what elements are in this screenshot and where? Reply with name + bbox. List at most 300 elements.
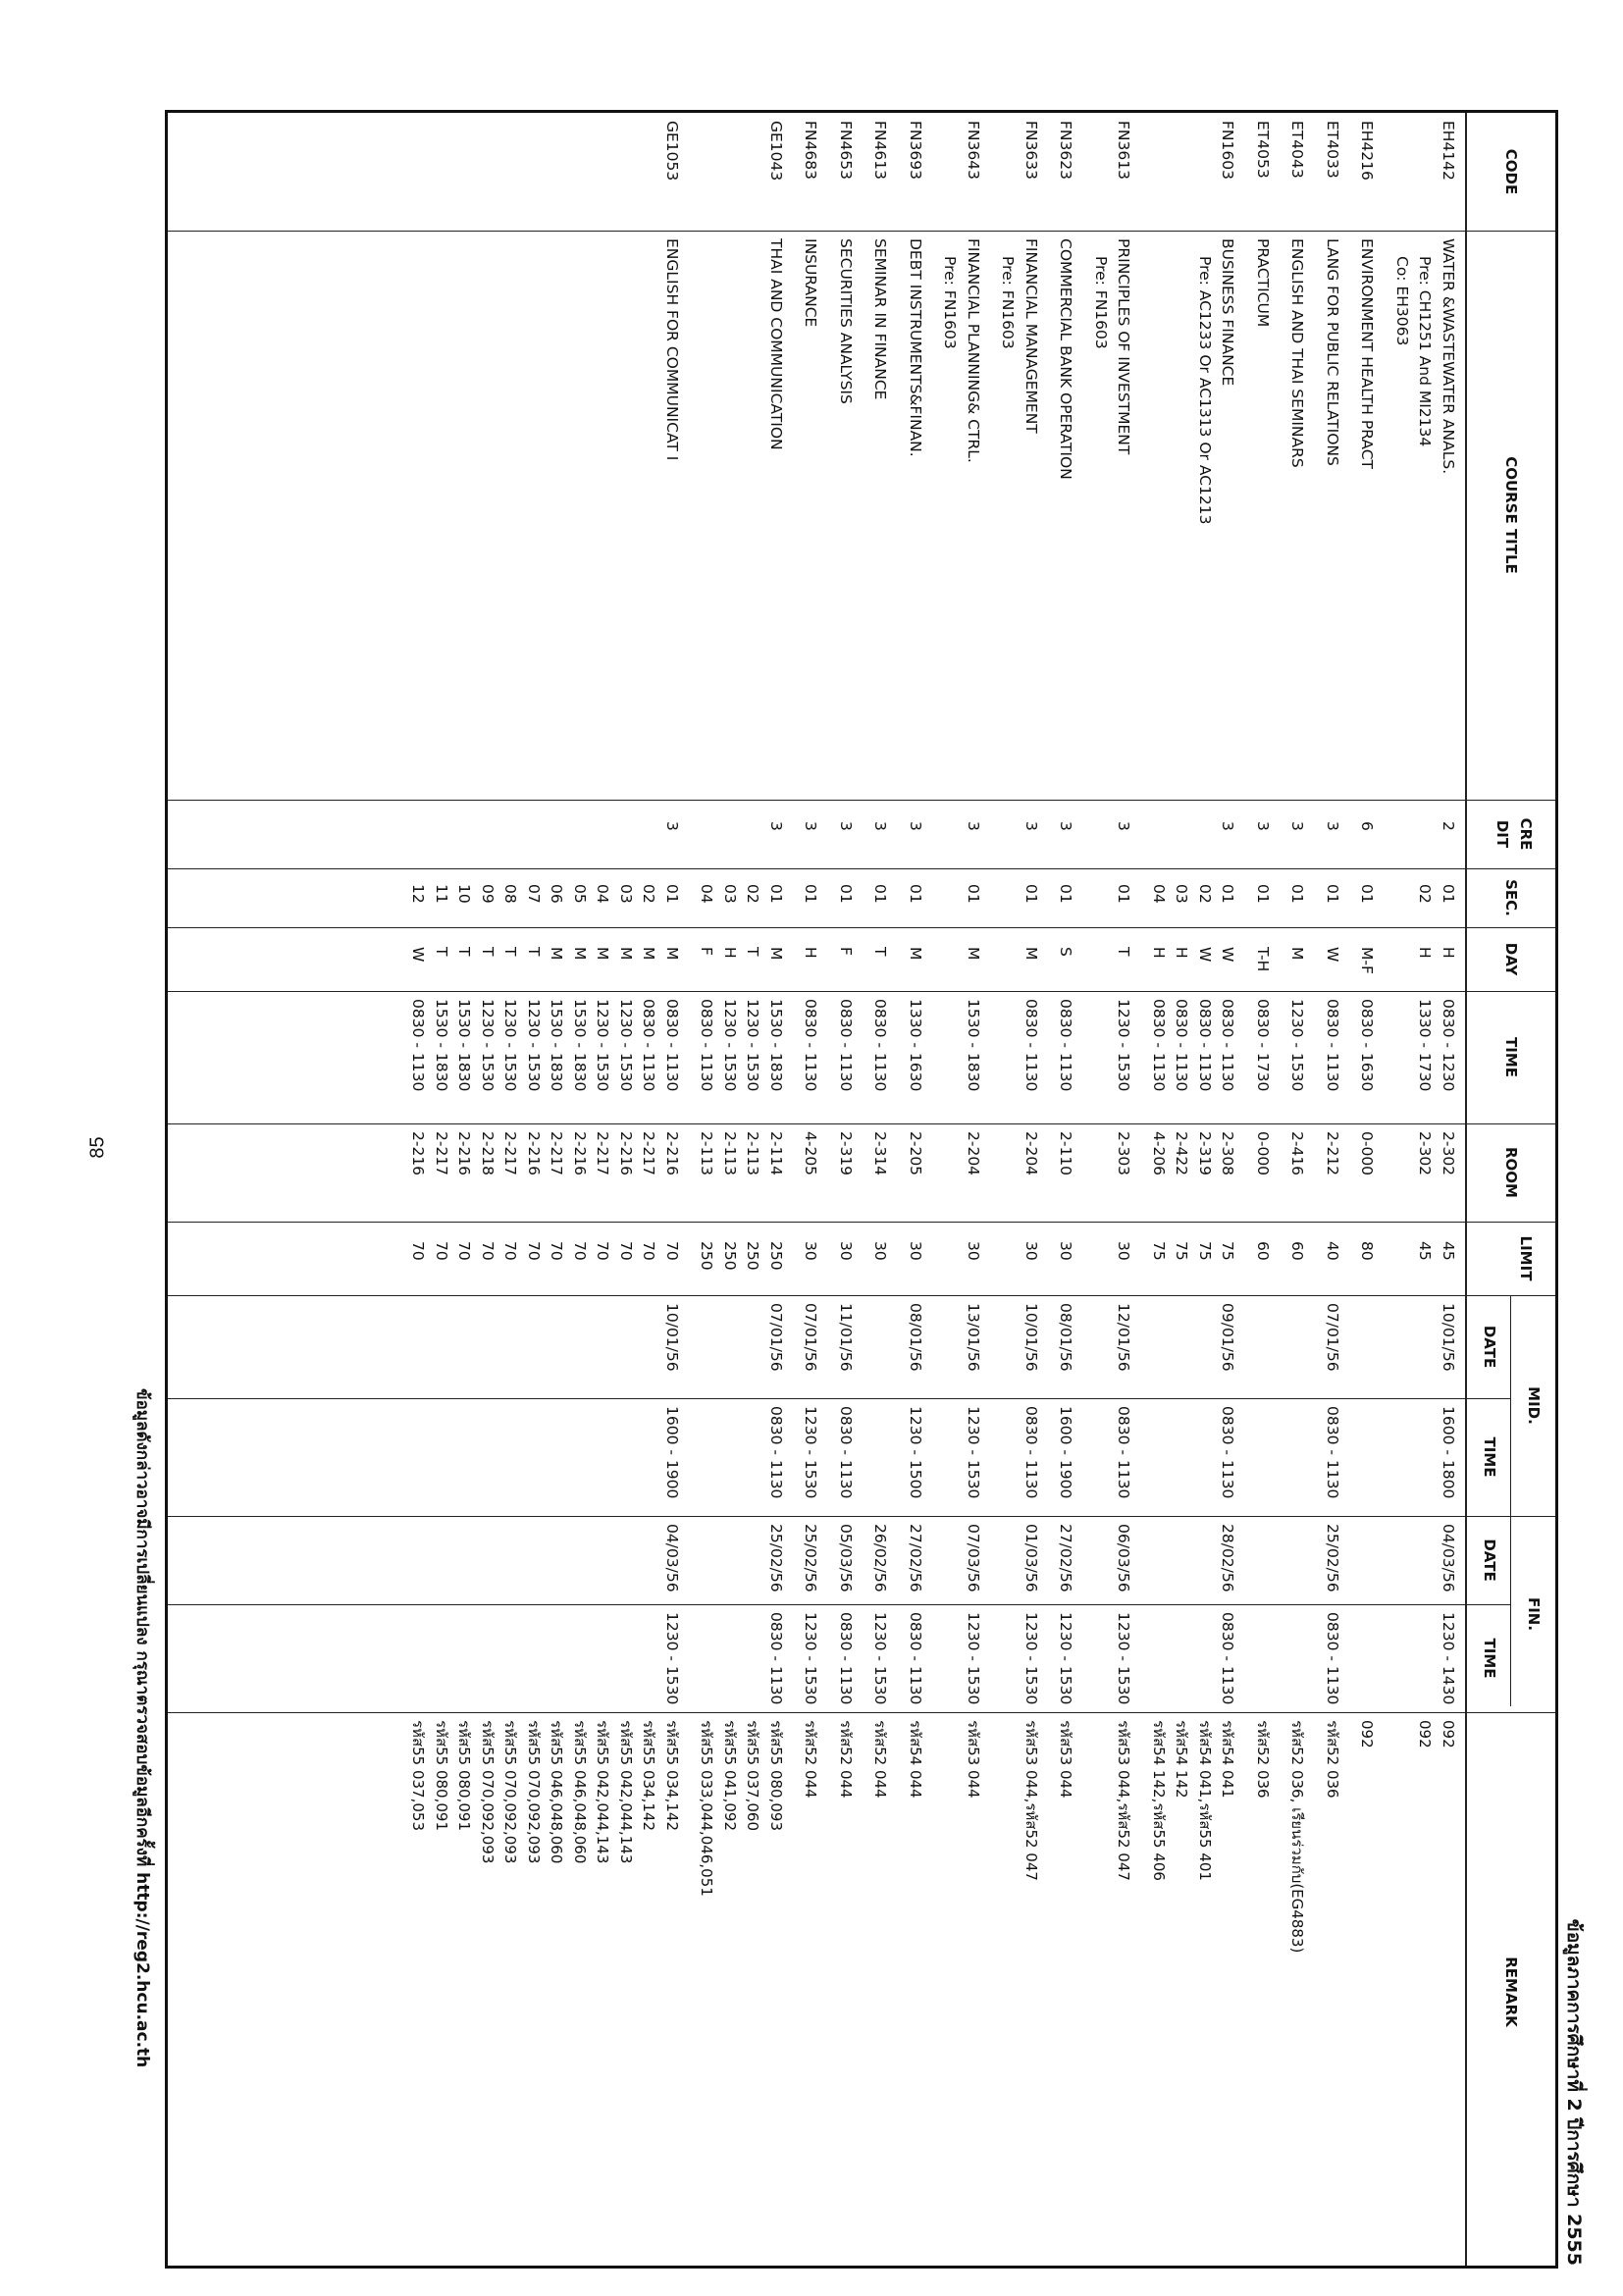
column-divider — [168, 1604, 1511, 1605]
section-day: W — [1196, 947, 1214, 963]
section-time: 0830 - 1130 — [1057, 999, 1075, 1092]
section-number: 04 — [1150, 884, 1168, 904]
header-sec: SEC. — [1502, 879, 1520, 916]
section-day: T — [433, 947, 450, 957]
section-limit: 80 — [1358, 1241, 1377, 1261]
section-number: 01 — [837, 884, 855, 904]
mid-exam-date: 08/01/56 — [907, 1303, 924, 1372]
section-room: 2-217 — [501, 1131, 520, 1176]
final-exam-time: 1230 - 1430 — [1440, 1612, 1457, 1705]
course-credit: 6 — [1358, 821, 1377, 831]
section-limit: 250 — [721, 1241, 739, 1271]
section-time: 1230 - 1530 — [1115, 999, 1133, 1092]
column-divider — [168, 1295, 1555, 1296]
course-code: FN3633 — [1022, 121, 1040, 180]
final-exam-date: 06/03/56 — [1115, 1524, 1133, 1592]
column-divider — [168, 868, 1555, 869]
section-number: 12 — [409, 884, 428, 904]
section-limit: 250 — [767, 1241, 785, 1271]
section-room: 2-319 — [1196, 1131, 1214, 1176]
column-divider — [168, 1222, 1555, 1223]
section-remark: รหัส54 142,รหัส55 406 — [1150, 1720, 1168, 1881]
final-exam-date: 04/03/56 — [1440, 1524, 1457, 1592]
course-title: INSURANCE — [802, 238, 820, 328]
course-code: EH4142 — [1440, 121, 1457, 181]
footer-url[interactable]: http://reg2.hcu.ac.th — [132, 1872, 152, 2068]
header-room: ROOM — [1502, 1147, 1520, 1198]
section-limit: 75 — [1219, 1241, 1237, 1261]
section-number: 05 — [571, 884, 589, 904]
section-number: 01 — [767, 884, 785, 904]
section-day: H — [1150, 947, 1168, 959]
footer-note — [130, 1388, 156, 2067]
section-time: 1530 - 1830 — [548, 999, 566, 1092]
section-room: 2-217 — [433, 1131, 450, 1176]
section-time: 1230 - 1530 — [594, 999, 612, 1092]
section-number: 01 — [965, 884, 982, 904]
course-prerequisite: Pre: CH1251 And MI2134 — [1416, 256, 1435, 447]
final-exam-date: 25/02/56 — [802, 1524, 820, 1592]
course-code: FN3693 — [907, 121, 924, 180]
section-day: M — [663, 947, 681, 961]
mid-exam-date: 07/01/56 — [802, 1303, 820, 1372]
mid-exam-date: 09/01/56 — [1219, 1303, 1237, 1372]
course-title: FINANCIAL MANAGEMENT — [1022, 238, 1040, 434]
section-remark: รหัส53 044,รหัส52 047 — [1115, 1720, 1133, 1881]
final-exam-date: 05/03/56 — [837, 1524, 855, 1592]
section-time: 0830 - 1130 — [1324, 999, 1341, 1092]
section-remark: รหัส55 070,092,093 — [525, 1720, 543, 1864]
section-time: 1530 - 1830 — [433, 999, 450, 1092]
section-room: 2-302 — [1416, 1131, 1435, 1176]
course-title: PRINCIPLES OF INVESTMENT — [1115, 238, 1133, 455]
course-code: EH4216 — [1358, 121, 1377, 181]
final-exam-date: 28/02/56 — [1219, 1524, 1237, 1592]
course-credit: 3 — [965, 821, 982, 831]
section-room: 2-217 — [594, 1131, 612, 1176]
final-exam-time: 0830 - 1130 — [767, 1612, 785, 1705]
section-limit: 30 — [1057, 1241, 1075, 1261]
section-remark: รหัส55 033,044,046,051 — [698, 1720, 716, 1897]
section-time: 0830 - 1130 — [1196, 999, 1214, 1092]
section-limit: 70 — [571, 1241, 589, 1261]
final-exam-time: 1230 - 1530 — [965, 1612, 982, 1705]
section-time: 0830 - 1130 — [837, 999, 855, 1092]
course-code: ET4053 — [1254, 121, 1272, 179]
section-number: 09 — [479, 884, 497, 904]
section-time: 1230 - 1530 — [744, 999, 762, 1092]
column-divider — [168, 1712, 1555, 1713]
course-credit: 3 — [907, 821, 924, 831]
mid-exam-date: 12/01/56 — [1115, 1303, 1133, 1372]
footer-note-text: ข้อมูลดังกล่าวอาจมีการเปลี่ยนแปลง กรุณาตรวจสอบข้อมูลอีกครั้งที่ — [132, 1388, 152, 1873]
section-day: T-H — [1254, 947, 1272, 972]
final-exam-date: 01/03/56 — [1022, 1524, 1040, 1592]
section-room: 2-205 — [907, 1131, 924, 1176]
section-remark: รหัส54 044 — [907, 1720, 924, 1799]
section-remark: รหัส54 041 — [1219, 1720, 1237, 1799]
section-time: 1330 - 1630 — [907, 999, 924, 1092]
mid-exam-time: 0830 - 1130 — [1115, 1406, 1133, 1499]
section-limit: 40 — [1324, 1241, 1341, 1261]
section-remark: รหัส53 044 — [965, 1720, 982, 1799]
column-divider — [168, 231, 1555, 232]
section-limit: 75 — [1196, 1241, 1214, 1261]
section-number: 01 — [1057, 884, 1075, 904]
section-room: 2-302 — [1440, 1131, 1457, 1176]
mid-exam-time: 0830 - 1130 — [837, 1406, 855, 1499]
mid-exam-time: 1230 - 1500 — [907, 1406, 924, 1499]
section-remark: 092 — [1358, 1720, 1377, 1748]
section-limit: 70 — [525, 1241, 543, 1261]
section-room: 2-218 — [479, 1131, 497, 1176]
section-time: 1230 - 1530 — [1288, 999, 1307, 1092]
course-prerequisite: Co: EH3063 — [1393, 256, 1411, 346]
final-exam-time: 0830 - 1130 — [1219, 1612, 1237, 1705]
section-day: S — [1057, 947, 1075, 957]
course-code: FN3623 — [1057, 121, 1075, 180]
header-course-title: COURSE TITLE — [1502, 456, 1520, 574]
section-room: 2-303 — [1115, 1131, 1133, 1176]
section-day: T — [744, 947, 762, 957]
course-prerequisite: Pre: FN1603 — [1092, 256, 1110, 349]
section-number: 01 — [907, 884, 924, 904]
section-remark: รหัส54 041,รหัส55 401 — [1196, 1720, 1214, 1881]
section-remark: รหัส54 142 — [1173, 1720, 1191, 1799]
final-exam-time: 1230 - 1530 — [1057, 1612, 1075, 1705]
course-credit: 3 — [871, 821, 890, 831]
section-day: H — [721, 947, 739, 959]
section-room: 2-110 — [1057, 1131, 1075, 1176]
section-day: M — [571, 947, 589, 961]
section-day: M-F — [1358, 947, 1377, 974]
course-schedule-table — [132, 110, 1585, 2269]
section-room: 2-216 — [663, 1131, 681, 1176]
course-code: FN1603 — [1219, 121, 1237, 180]
course-code: GE1043 — [767, 121, 785, 182]
section-limit: 30 — [907, 1241, 924, 1261]
column-divider — [168, 1123, 1555, 1124]
final-exam-time: 1230 - 1530 — [802, 1612, 820, 1705]
section-room: 2-308 — [1219, 1131, 1237, 1176]
mid-exam-date: 07/01/56 — [767, 1303, 785, 1372]
course-credit: 3 — [1022, 821, 1040, 831]
section-limit: 75 — [1173, 1241, 1191, 1261]
section-limit: 30 — [965, 1241, 982, 1261]
section-remark: รหัส52 044 — [871, 1720, 890, 1799]
course-prerequisite: Pre: AC1233 Or AC1313 Or AC1213 — [1196, 256, 1214, 525]
column-divider — [168, 1398, 1511, 1399]
course-code: FN4653 — [837, 121, 855, 180]
section-number: 01 — [1440, 884, 1457, 904]
section-number: 02 — [744, 884, 762, 904]
section-limit: 70 — [501, 1241, 520, 1261]
section-room: 2-217 — [640, 1131, 658, 1176]
section-number: 11 — [433, 884, 450, 904]
mid-exam-date: 10/01/56 — [663, 1303, 681, 1372]
course-title: SECURITIES ANALYSIS — [837, 238, 855, 404]
section-remark: รหัส55 080,093 — [767, 1720, 785, 1831]
section-room: 2-314 — [871, 1131, 890, 1176]
section-day: M — [1288, 947, 1307, 961]
section-day: T — [871, 947, 890, 957]
section-day: H — [802, 947, 820, 959]
course-title: LANG FOR PUBLIC RELATIONS — [1324, 238, 1341, 466]
section-limit: 70 — [663, 1241, 681, 1261]
section-time: 0830 - 1130 — [698, 999, 716, 1092]
section-limit: 60 — [1254, 1241, 1272, 1261]
section-number: 02 — [1416, 884, 1435, 904]
section-day: T — [1115, 947, 1133, 957]
mid-exam-time: 1230 - 1530 — [802, 1406, 820, 1499]
section-day: H — [1440, 947, 1457, 959]
mid-exam-date: 10/01/56 — [1022, 1303, 1040, 1372]
course-title: SEMINAR IN FINANCE — [871, 238, 890, 400]
course-code: FN4683 — [802, 121, 820, 180]
header-fin: FIN. — [1525, 1596, 1543, 1632]
page-number: 85 — [86, 1136, 109, 1159]
section-time: 1230 - 1530 — [501, 999, 520, 1092]
section-time: 0830 - 1730 — [1254, 999, 1272, 1092]
header-mid-time: TIME — [1481, 1436, 1498, 1478]
section-time: 0830 - 1130 — [640, 999, 658, 1092]
section-room: 2-204 — [965, 1131, 982, 1176]
section-limit: 45 — [1440, 1241, 1457, 1261]
final-exam-date: 07/03/56 — [965, 1524, 982, 1592]
section-number: 01 — [802, 884, 820, 904]
column-divider — [168, 1516, 1555, 1517]
section-remark: รหัส52 036 — [1254, 1720, 1272, 1799]
section-room: 2-113 — [744, 1131, 762, 1176]
section-room: 2-216 — [455, 1131, 474, 1176]
section-limit: 250 — [744, 1241, 762, 1271]
section-limit: 70 — [479, 1241, 497, 1261]
section-limit: 30 — [1022, 1241, 1040, 1261]
section-remark: รหัส52 044 — [802, 1720, 820, 1799]
course-credit: 3 — [1324, 821, 1341, 831]
course-code: GE1053 — [663, 121, 681, 182]
section-time: 1530 - 1830 — [455, 999, 474, 1092]
section-remark: รหัส55 041,092 — [721, 1720, 739, 1831]
section-limit: 70 — [640, 1241, 658, 1261]
section-day: M — [617, 947, 635, 961]
section-room: 2-216 — [571, 1131, 589, 1176]
mid-exam-date: 10/01/56 — [1440, 1303, 1457, 1372]
section-time: 0830 - 1130 — [802, 999, 820, 1092]
section-limit: 30 — [1115, 1241, 1133, 1261]
section-room: 2-216 — [525, 1131, 543, 1176]
section-limit: 70 — [548, 1241, 566, 1261]
header-mid: MID. — [1525, 1386, 1543, 1425]
section-day: M — [907, 947, 924, 961]
header-limit: LIMIT — [1517, 1235, 1535, 1281]
column-divider — [168, 800, 1555, 801]
final-exam-date: 26/02/56 — [871, 1524, 890, 1592]
section-time: 1230 - 1530 — [479, 999, 497, 1092]
section-remark: รหัส55 042,044,143 — [617, 1720, 635, 1864]
section-limit: 30 — [802, 1241, 820, 1261]
section-number: 03 — [1173, 884, 1191, 904]
course-title: ENGLISH FOR COMMUNICAT I — [663, 238, 681, 461]
section-limit: 30 — [871, 1241, 890, 1261]
course-code: FN3643 — [965, 121, 982, 180]
section-room: 2-113 — [721, 1131, 739, 1176]
course-title: BUSINESS FINANCE — [1219, 238, 1237, 387]
section-number: 04 — [698, 884, 716, 904]
section-day: W — [1219, 947, 1237, 963]
course-code: ET4033 — [1324, 121, 1341, 179]
course-credit: 3 — [837, 821, 855, 831]
section-room: 2-422 — [1173, 1131, 1191, 1176]
section-number: 03 — [721, 884, 739, 904]
final-exam-time: 0830 - 1130 — [837, 1612, 855, 1705]
section-day: H — [1416, 947, 1435, 959]
section-number: 01 — [1254, 884, 1272, 904]
course-title: DEBT INSTRUMENTS&FINAN. — [907, 238, 924, 457]
mid-exam-date: 07/01/56 — [1324, 1303, 1341, 1372]
section-remark: รหัส55 042,044,143 — [594, 1720, 612, 1864]
section-number: 01 — [871, 884, 890, 904]
section-number: 04 — [594, 884, 612, 904]
section-day: F — [837, 947, 855, 956]
section-time: 1530 - 1830 — [965, 999, 982, 1092]
section-day: M — [548, 947, 566, 961]
course-credit: 2 — [1440, 821, 1457, 831]
course-title: ENVIRONMENT HEALTH PRACT — [1358, 238, 1377, 469]
section-time: 0830 - 1130 — [1150, 999, 1168, 1092]
section-room: 2-216 — [409, 1131, 428, 1176]
section-room: 2-212 — [1324, 1131, 1341, 1176]
section-room: 2-204 — [1022, 1131, 1040, 1176]
section-limit: 70 — [594, 1241, 612, 1261]
section-number: 02 — [640, 884, 658, 904]
course-title: PRACTICUM — [1254, 238, 1272, 328]
section-remark: 092 — [1416, 1720, 1435, 1748]
header-remark: REMARK — [1502, 1957, 1520, 2027]
course-title: FINANCIAL PLANNING& CTRL. — [965, 238, 982, 463]
section-remark: รหัส55 080,091 — [455, 1720, 474, 1831]
final-exam-date: 25/02/56 — [767, 1524, 785, 1592]
section-room: 2-113 — [698, 1131, 716, 1176]
section-limit: 70 — [455, 1241, 474, 1261]
section-remark: รหัส55 037,060 — [744, 1720, 762, 1831]
final-exam-time: 1230 - 1530 — [871, 1612, 890, 1705]
section-day: T — [501, 947, 520, 957]
section-limit: 45 — [1416, 1241, 1435, 1261]
course-code: FN3613 — [1115, 121, 1133, 180]
mid-exam-time: 0830 - 1130 — [1219, 1406, 1237, 1499]
header-fin-date: DATE — [1481, 1539, 1498, 1582]
final-exam-date: 04/03/56 — [663, 1524, 681, 1592]
section-remark: รหัส52 044 — [837, 1720, 855, 1799]
section-remark: รหัส55 046,048,060 — [571, 1720, 589, 1864]
section-room: 2-416 — [1288, 1131, 1307, 1176]
section-day: H — [1173, 947, 1191, 959]
section-day: W — [409, 947, 428, 963]
section-number: 01 — [1288, 884, 1307, 904]
course-title: ENGLISH AND THAI SEMINARS — [1288, 238, 1307, 468]
column-divider — [168, 991, 1555, 992]
mid-exam-time: 0830 - 1130 — [1324, 1406, 1341, 1499]
section-time: 1230 - 1530 — [525, 999, 543, 1092]
section-remark: รหัส55 037,053 — [409, 1720, 428, 1831]
section-limit: 60 — [1288, 1241, 1307, 1261]
document-title: ข้อมูลภาคการศึกษาที่ 2 ปีการศึกษา 2555 — [1563, 1918, 1585, 2266]
section-time: 1230 - 1530 — [617, 999, 635, 1092]
section-room: 0-000 — [1358, 1131, 1377, 1176]
course-credit: 3 — [1057, 821, 1075, 831]
section-time: 1230 - 1530 — [721, 999, 739, 1092]
header-credit: CRE DIT — [1493, 817, 1535, 851]
course-code: ET4043 — [1288, 121, 1307, 179]
course-credit: 3 — [1288, 821, 1307, 831]
mid-exam-time: 1600 - 1800 — [1440, 1406, 1457, 1499]
section-time: 1530 - 1830 — [571, 999, 589, 1092]
mid-exam-time: 0830 - 1130 — [1022, 1406, 1040, 1499]
section-limit: 250 — [698, 1241, 716, 1271]
section-limit: 30 — [837, 1241, 855, 1261]
section-time: 0830 - 1130 — [1022, 999, 1040, 1092]
section-day: T — [479, 947, 497, 957]
header-time: TIME — [1502, 1037, 1520, 1077]
section-room: 2-319 — [837, 1131, 855, 1176]
course-credit: 3 — [1219, 821, 1237, 831]
mid-exam-time: 1230 - 1530 — [965, 1406, 982, 1499]
section-room: 0-000 — [1254, 1131, 1272, 1176]
section-room: 4-206 — [1150, 1131, 1168, 1176]
section-day: M — [965, 947, 982, 961]
section-remark: รหัส53 044 — [1057, 1720, 1075, 1799]
section-time: 0830 - 1130 — [1219, 999, 1237, 1092]
course-credit: 3 — [802, 821, 820, 831]
section-number: 03 — [617, 884, 635, 904]
section-remark: รหัส55 034,142 — [663, 1720, 681, 1831]
section-time: 1530 - 1830 — [767, 999, 785, 1092]
section-day: M — [1022, 947, 1040, 961]
mid-exam-date: 13/01/56 — [965, 1303, 982, 1372]
section-day: M — [594, 947, 612, 961]
course-title: WATER &WASTEWATER ANALS. — [1440, 238, 1457, 475]
section-room: 4-205 — [802, 1131, 820, 1176]
column-divider — [168, 927, 1555, 928]
rotated-page-frame — [128, 108, 1585, 2276]
section-remark: รหัส53 044,รหัส52 047 — [1022, 1720, 1040, 1881]
section-remark: รหัส55 070,092,093 — [479, 1720, 497, 1864]
section-number: 07 — [525, 884, 543, 904]
section-remark: รหัส52 036, เรียนร่วมกับ(EG4883) — [1288, 1720, 1307, 1954]
final-exam-time: 0830 - 1130 — [1324, 1612, 1341, 1705]
final-exam-time: 1230 - 1530 — [663, 1612, 681, 1705]
section-day: F — [698, 947, 716, 956]
section-time: 0830 - 1630 — [1358, 999, 1377, 1092]
section-number: 06 — [548, 884, 566, 904]
header-mid-date: DATE — [1481, 1325, 1498, 1369]
section-day: T — [455, 947, 474, 957]
course-title: THAI AND COMMUNICATION — [767, 238, 785, 450]
mid-exam-time: 1600 - 1900 — [1057, 1406, 1075, 1499]
section-limit: 70 — [433, 1241, 450, 1261]
course-credit: 3 — [767, 821, 785, 831]
section-room: 2-114 — [767, 1131, 785, 1176]
mid-exam-date: 11/01/56 — [837, 1303, 855, 1372]
course-title: COMMERCIAL BANK OPERATION — [1057, 238, 1075, 480]
section-remark: รหัส55 070,092,093 — [501, 1720, 520, 1864]
section-number: 02 — [1196, 884, 1214, 904]
course-credit: 3 — [1254, 821, 1272, 831]
section-time: 0830 - 1230 — [1440, 999, 1457, 1092]
section-number: 01 — [1115, 884, 1133, 904]
section-number: 01 — [663, 884, 681, 904]
